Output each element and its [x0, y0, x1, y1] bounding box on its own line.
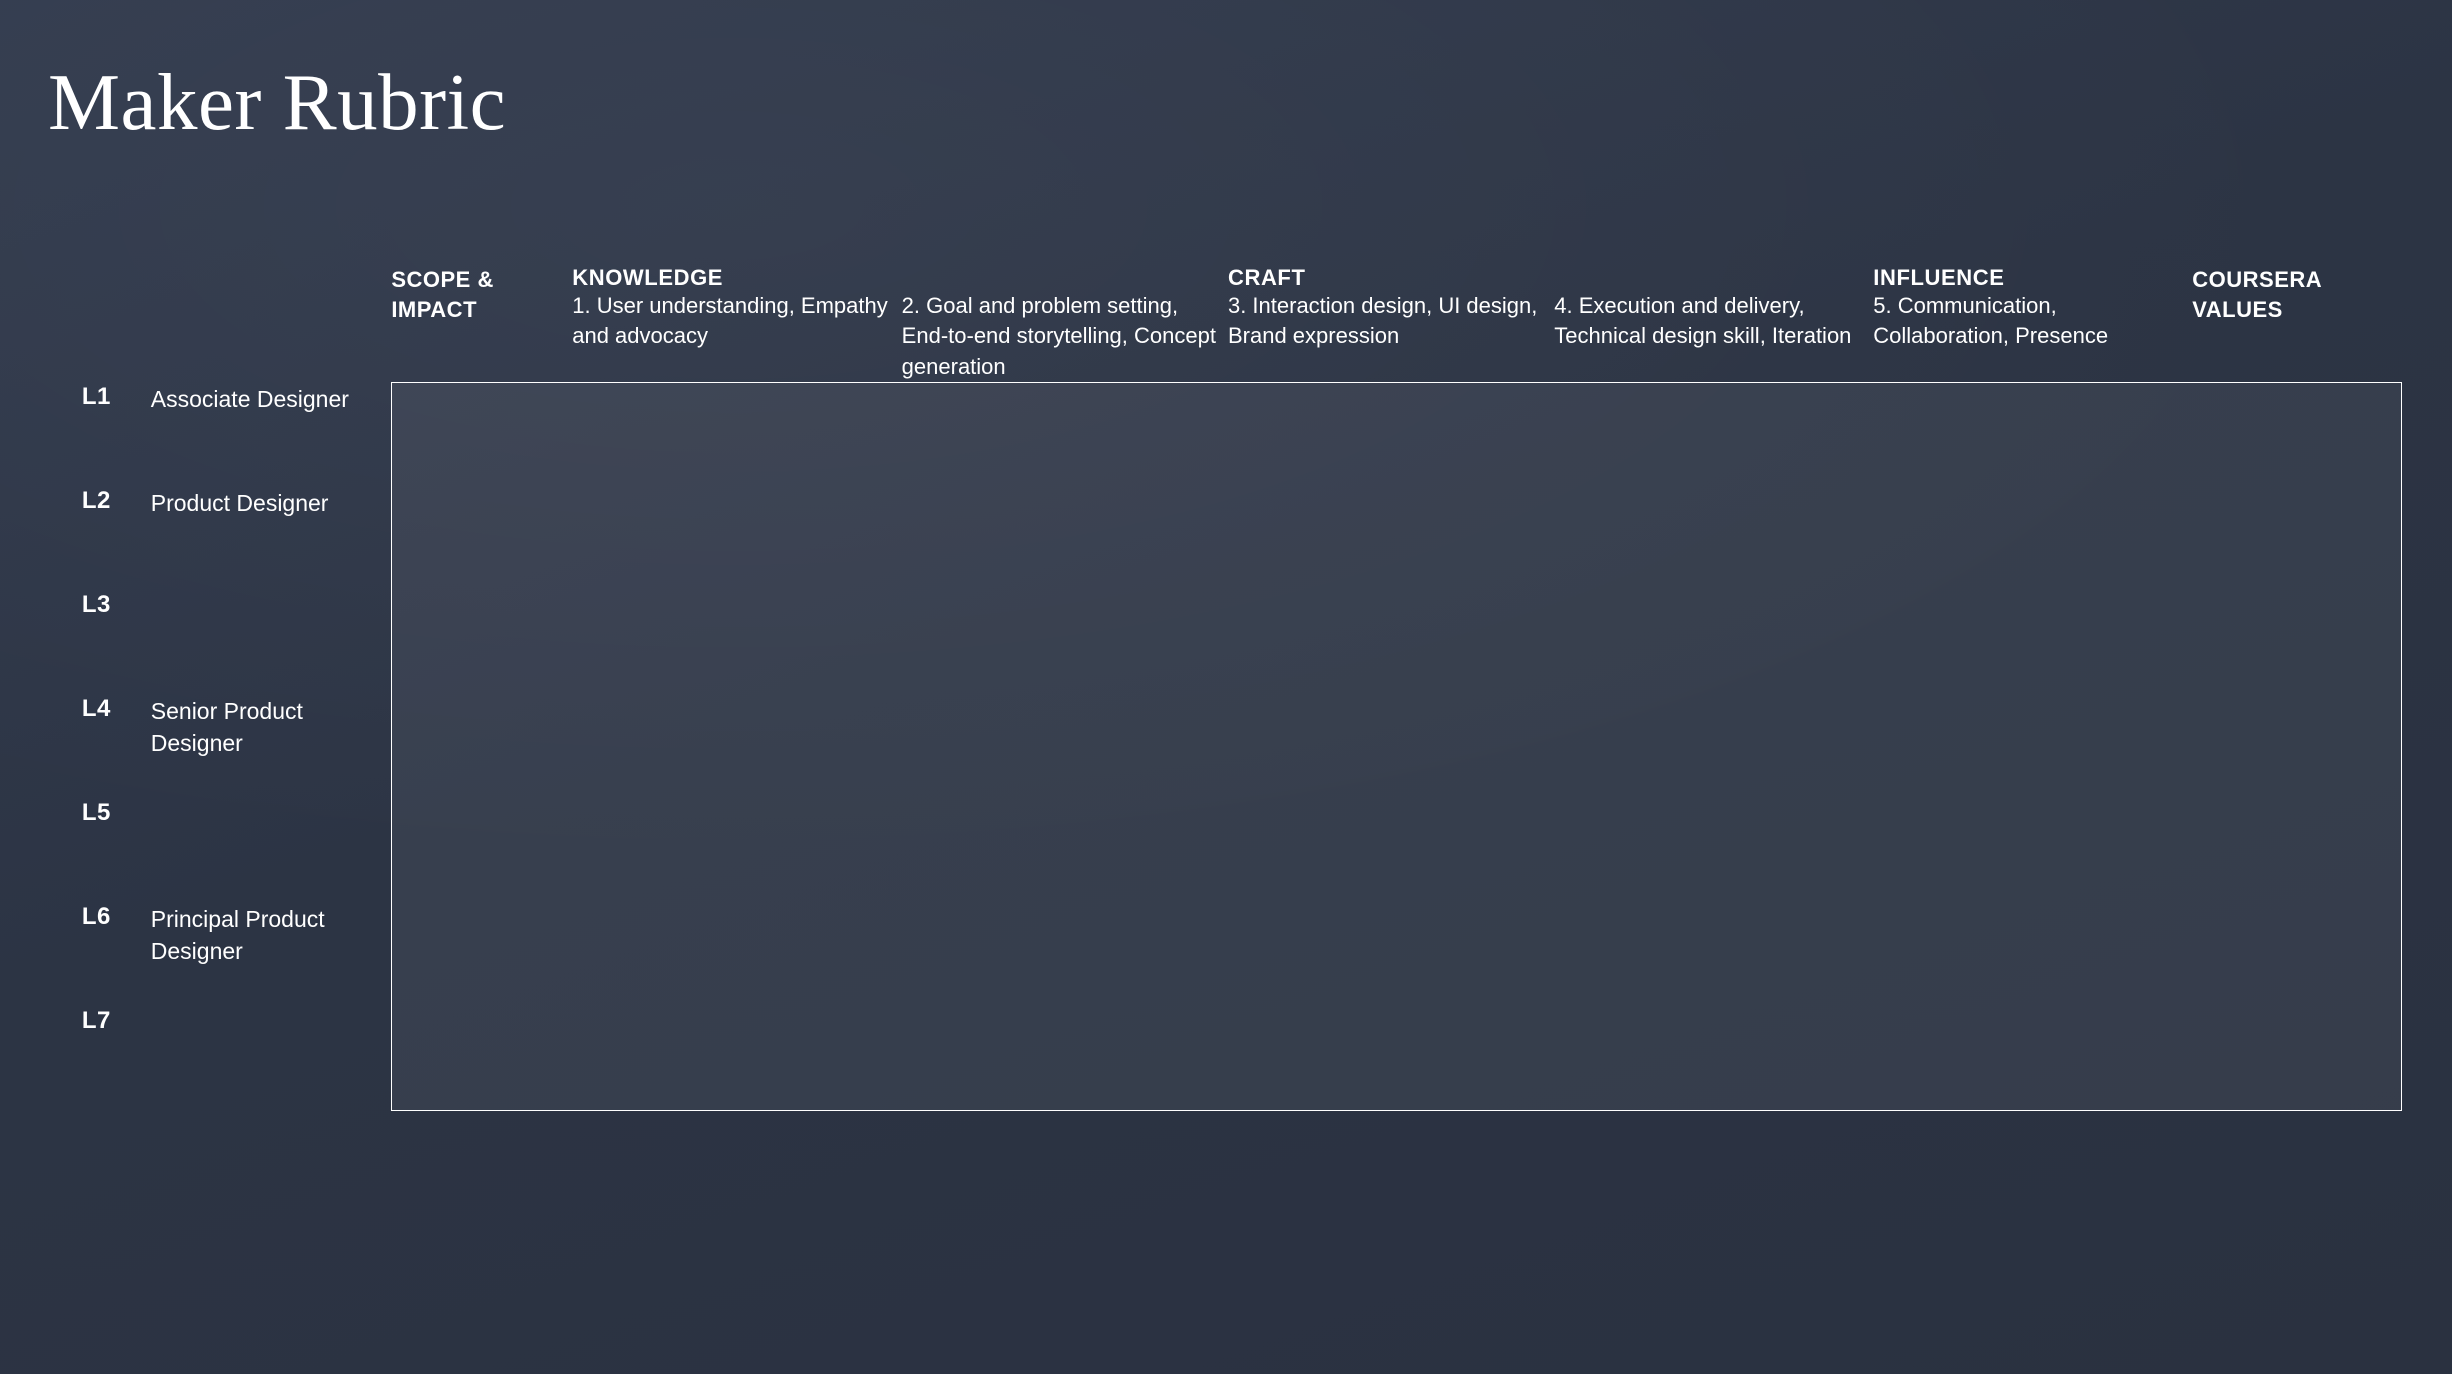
- cell-l4-craft-3[interactable]: [1228, 695, 1554, 799]
- cell-l3-values[interactable]: [2192, 591, 2401, 695]
- cell-l2-values[interactable]: [2192, 487, 2401, 591]
- level-label-l3: L3: [81, 590, 111, 618]
- cell-l6-influence-5[interactable]: [1873, 903, 2192, 1007]
- table-row: [42, 487, 2402, 591]
- cell-l2-scope[interactable]: [391, 487, 572, 591]
- cell-l4-knowledge-2[interactable]: [902, 695, 1228, 799]
- cell-l7-knowledge-2[interactable]: [902, 1007, 1228, 1111]
- level-label-l7: L7: [81, 1006, 111, 1034]
- cell-l1-scope[interactable]: [391, 383, 572, 487]
- table-row: [42, 383, 2402, 487]
- header-subcolumn-5: 5. Communication, Collaboration, Presence: [1873, 293, 2109, 349]
- cell-l7-craft-4[interactable]: [1554, 1007, 1873, 1111]
- header-subcolumn-2: 2. Goal and problem setting, End-to-end storytelling, Concept generation: [901, 293, 1216, 379]
- cell-l1-influence-5[interactable]: [1873, 383, 2192, 487]
- cell-l2-knowledge-2[interactable]: [902, 487, 1228, 591]
- page-title: Maker Rubric: [48, 57, 507, 147]
- cell-l3-scope[interactable]: [391, 591, 572, 695]
- cell-l5-influence-5[interactable]: [1873, 799, 2192, 903]
- table-row: [42, 591, 2402, 695]
- header-craft: CRAFT: [1227, 265, 1306, 290]
- header-influence: INFLUENCE: [1873, 265, 2005, 290]
- cell-l6-knowledge-2[interactable]: [902, 903, 1228, 1007]
- cell-l1-values[interactable]: [2192, 383, 2401, 487]
- cell-l1-knowledge-1[interactable]: [572, 383, 901, 487]
- cell-l4-scope[interactable]: [391, 695, 572, 799]
- header-subcolumn-1: 1. User understanding, Empathy and advocacy: [572, 293, 888, 349]
- table-row: [42, 799, 2402, 903]
- cell-l7-knowledge-1[interactable]: [572, 1007, 901, 1111]
- cell-l7-scope[interactable]: [391, 1007, 572, 1111]
- table-row: [42, 903, 2402, 1007]
- cell-l6-craft-4[interactable]: [1554, 903, 1873, 1007]
- role-senior-product-designer: Senior Product Designer: [150, 697, 303, 757]
- cell-l1-knowledge-2[interactable]: [902, 383, 1228, 487]
- cell-l6-knowledge-1[interactable]: [572, 903, 901, 1007]
- cell-l5-knowledge-2[interactable]: [902, 799, 1228, 903]
- level-label-l6: L6: [81, 902, 111, 930]
- cell-l6-values[interactable]: [2192, 903, 2401, 1007]
- cell-l5-values[interactable]: [2192, 799, 2401, 903]
- cell-l7-influence-5[interactable]: [1873, 1007, 2192, 1111]
- header-scope-impact: SCOPE & IMPACT: [391, 267, 494, 322]
- cell-l4-craft-4[interactable]: [1554, 695, 1873, 799]
- header-row-groups: [42, 265, 2402, 291]
- header-subcolumn-4: 4. Execution and delivery, Technical design skill, Iteration: [1554, 293, 1852, 349]
- cell-l6-craft-3[interactable]: [1228, 903, 1554, 1007]
- cell-l1-craft-3[interactable]: [1228, 383, 1554, 487]
- cell-l5-craft-3[interactable]: [1228, 799, 1554, 903]
- cell-l3-knowledge-1[interactable]: [572, 591, 901, 695]
- cell-l5-scope[interactable]: [391, 799, 572, 903]
- role-principal-product-designer: Principal Product Designer: [150, 905, 325, 965]
- cell-l2-craft-4[interactable]: [1554, 487, 1873, 591]
- header-corner-blank: [42, 265, 391, 383]
- level-label-l5: L5: [81, 798, 111, 826]
- cell-l4-influence-5[interactable]: [1873, 695, 2192, 799]
- cell-l7-craft-3[interactable]: [1228, 1007, 1554, 1111]
- cell-l2-craft-3[interactable]: [1228, 487, 1554, 591]
- cell-l3-knowledge-2[interactable]: [902, 591, 1228, 695]
- role-product-designer: Product Designer: [150, 489, 329, 516]
- maker-rubric-table: [42, 265, 2402, 1111]
- header-knowledge: KNOWLEDGE: [572, 265, 724, 290]
- cell-l4-knowledge-1[interactable]: [572, 695, 901, 799]
- role-associate-designer: Associate Designer: [150, 385, 349, 412]
- cell-l5-craft-4[interactable]: [1554, 799, 1873, 903]
- header-coursera-values: COURSERA VALUES: [2192, 267, 2322, 322]
- table-row: [42, 1007, 2402, 1111]
- level-label-l4: L4: [81, 694, 111, 722]
- cell-l2-influence-5[interactable]: [1873, 487, 2192, 591]
- level-label-l1: L1: [81, 382, 111, 410]
- table-row: [42, 695, 2402, 799]
- level-label-l2: L2: [81, 486, 111, 514]
- cell-l1-craft-4[interactable]: [1554, 383, 1873, 487]
- cell-l2-knowledge-1[interactable]: [572, 487, 901, 591]
- cell-l4-values[interactable]: [2192, 695, 2401, 799]
- cell-l3-craft-4[interactable]: [1554, 591, 1873, 695]
- cell-l7-values[interactable]: [2192, 1007, 2401, 1111]
- cell-l3-craft-3[interactable]: [1228, 591, 1554, 695]
- cell-l3-influence-5[interactable]: [1873, 591, 2192, 695]
- header-subcolumn-3: 3. Interaction design, UI design, Brand expression: [1227, 293, 1538, 349]
- cell-l5-knowledge-1[interactable]: [572, 799, 901, 903]
- cell-l6-scope[interactable]: [391, 903, 572, 1007]
